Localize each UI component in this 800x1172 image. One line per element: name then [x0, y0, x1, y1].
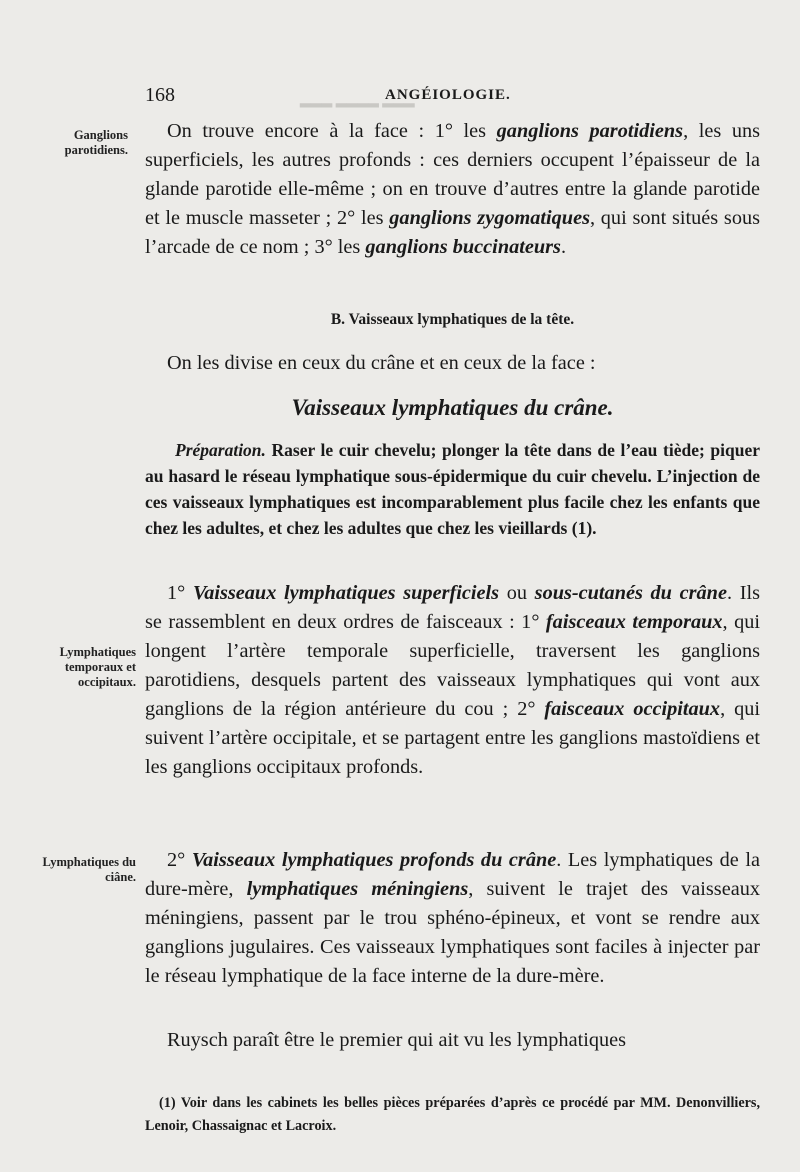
text-run: . [560, 236, 567, 258]
paragraph-ganglions [145, 117, 760, 262]
italic-term: ganglions zygomatiques [389, 207, 590, 229]
text-run: , suivent le trajet des vaisseaux méningiens, passent par le trou sphéno-épineux, et vont se rendre aux ganglions jugulaires. Ces vaisseaux lymphatiques sont faciles à injecter par le réseau lymphatique de la face interne de la dure-mère. [145, 878, 760, 987]
paragraph-ruysch [145, 1026, 760, 1055]
text-run: 1° [167, 582, 193, 604]
section-heading-b: B. Vaisseaux lymphatiques de la tête. [330, 311, 575, 328]
paragraph-profonds [145, 846, 760, 991]
italic-term: faisceaux occipitaux [544, 698, 721, 720]
italic-term: Vaisseaux lymphatiques superficiels [192, 582, 500, 604]
page-header [145, 84, 760, 108]
footnote: (1) Voir dans les cabinets les belles pièces préparées d’après ce procédé par MM. Denonvilliers, Lenoir, Chassaignac et Lacroix. [145, 1095, 760, 1134]
text-run: Ruysch paraît être le premier qui ait vu les lymphatiques [167, 1029, 627, 1051]
italic-term: faisceaux temporaux [545, 611, 723, 633]
page-number: 168 [145, 84, 175, 106]
italic-term: lymphatiques méningiens [246, 878, 469, 900]
italic-term: ganglions buccinateurs [365, 236, 561, 258]
bleed-through-decoration: ▂▂▂ ▂▂▂▂ ▂▂▂ [300, 93, 415, 108]
italic-term: Vaisseaux lymphatiques profonds du crâne [191, 849, 557, 871]
text-run: 2° [167, 849, 192, 871]
preparation-paragraph [145, 437, 760, 541]
paragraph-divisions [145, 349, 760, 378]
preparation-label: Préparation. [175, 440, 266, 460]
text-run: , les uns superficiels, les autres profonds : ces derniers occupent l’épaisseur de la glande parotide elle-même ; on en trouve d’autres entre la glande parotide et le muscle masseter ; 2° les [145, 120, 760, 229]
text-run: ou [499, 582, 535, 604]
text-run: , qui suivent l’artère occipitale, et se partagent entre les ganglions mastoïdiens et les ganglions occipitaux profonds. [145, 698, 760, 778]
text-run: . Les lymphatiques de la dure-mère, [145, 849, 760, 900]
text-run: On les divise en ceux du crâne et en ceux de la face : [167, 352, 596, 374]
text-run: , qui sont situés sous l’arcade de ce nom ; 3° les [145, 207, 761, 258]
text-run: Raser le cuir chevelu; plonger la tête dans de l’eau tiède; piquer au hasard le réseau lymphatique sous-épidermique du cuir chevelu. L’injection de ces vaisseaux lymphatiques est incomparablement plus facile chez les enfants que chez les adultes, et chez les adultes que chez les vieillards (1). [145, 440, 760, 538]
paragraph-superficiels [145, 579, 760, 782]
subheading-vaisseaux-crane: Vaisseaux lymphatiques du crâne. [291, 395, 614, 420]
italic-term: sous-cutanés du crâne [534, 582, 727, 604]
text-run: , qui longent l’artère temporale superficielle, traversent les ganglions parotidiens, desquels partent des vaisseaux lymphatiques qui vont aux ganglions de la région antérieure du cou ; 2° [145, 611, 761, 720]
margin-note-crane: Lymphatiques du ciâne. [42, 855, 136, 884]
italic-term: ganglions parotidiens [496, 120, 684, 142]
margin-note-temporaux: Lymphatiques temporaux et occipitaux. [59, 645, 136, 689]
text-run: . Ils se rassemblent en deux ordres de faisceaux : 1° [145, 582, 760, 633]
running-title: ANGÉIOLOGIE. [385, 87, 511, 103]
text-run: On trouve encore à la face : 1° les [167, 120, 497, 142]
margin-note-parotidiens: Ganglions parotidiens. [64, 128, 128, 157]
